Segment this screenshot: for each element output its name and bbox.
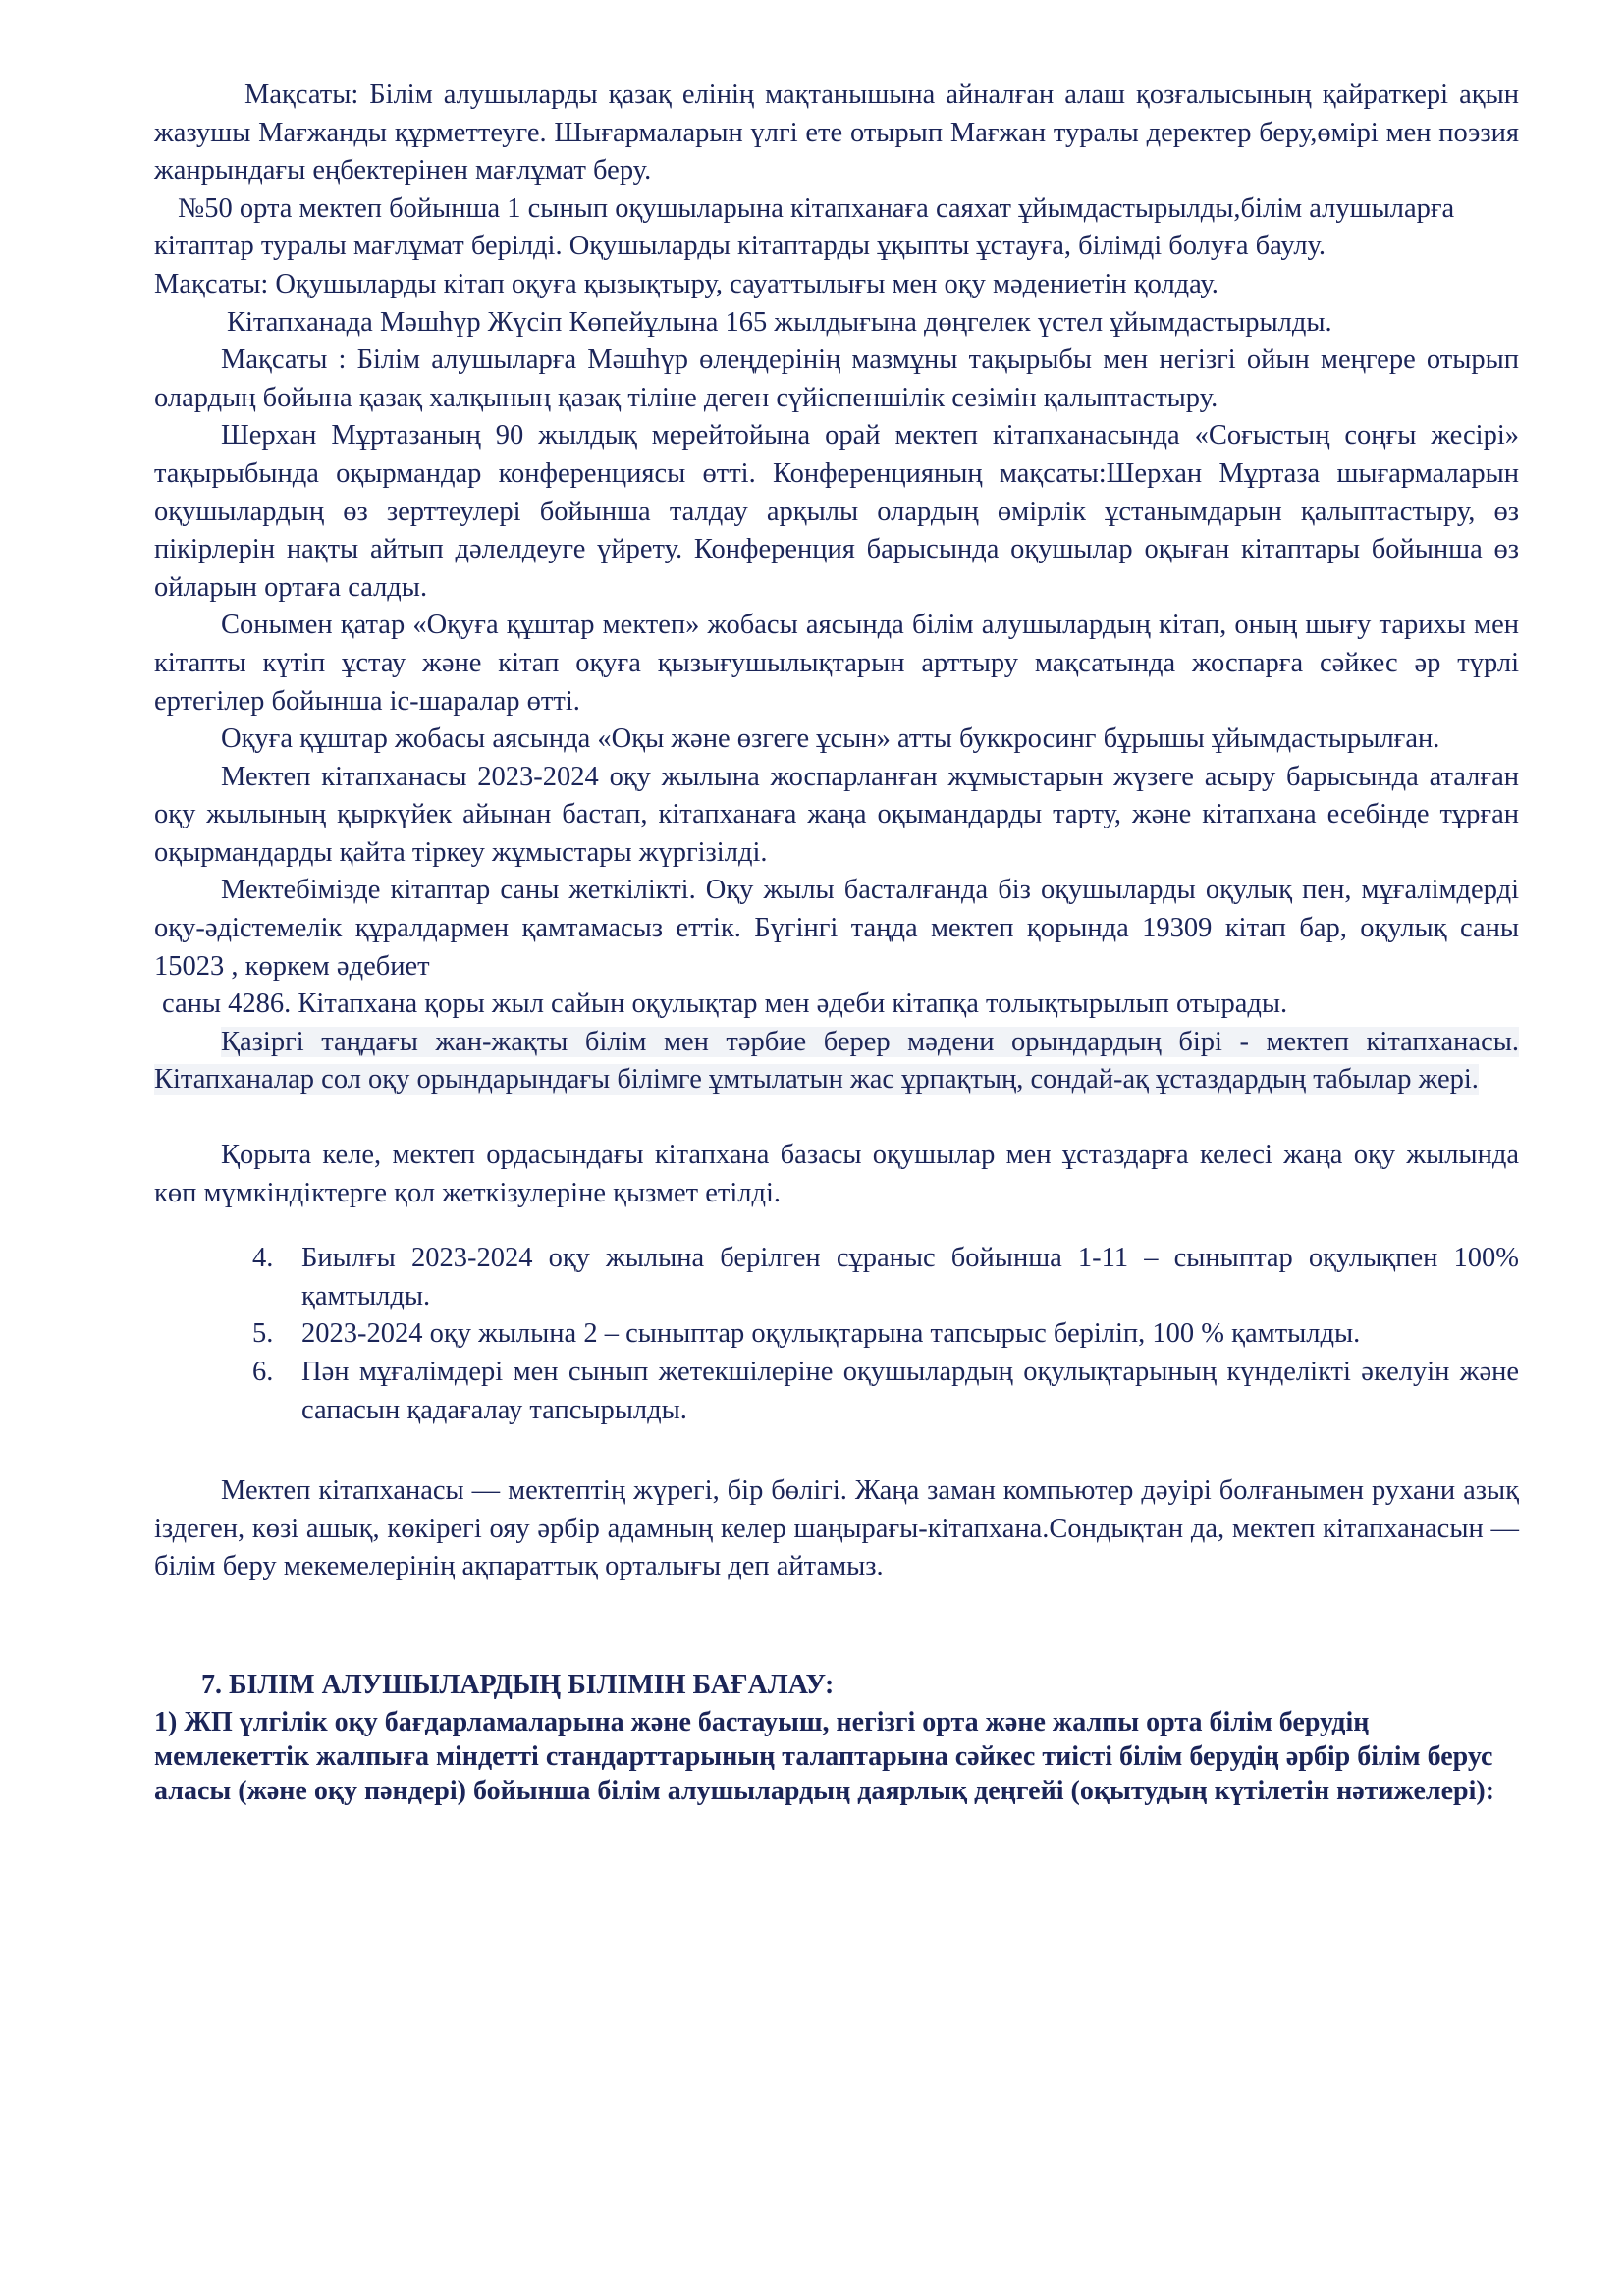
list-item bbox=[154, 1315, 1519, 1354]
list-item bbox=[154, 1240, 1519, 1315]
section-subheading: 1) ЖП үлгілік оқу бағдарламаларына және бастауыш, негізгі орта және жалпы орта білім берудің мемлекеттік жалпыға міндетті стандарттарының талаптарына сәйкес тиісті білім берудің әрбір білім берус аласы (және оқу пәндері) бойынша білім алушылардың даярлық деңгейі (оқытудың күтілетін нәтижелері): bbox=[154, 1706, 1495, 1806]
paragraph-book-stock: Мектебімізде кітаптар саны жеткілікті. Оқу жылы басталғанда біз оқушыларды оқулық пен, мұғалімдерді оқу-әдістемелік құралдармен қамтамасыз еттік. Бүгінгі таңда мектеп қорында 19309 кітап бар, оқулық саны 15023 , көркем әдебиет bbox=[154, 875, 1519, 982]
document-page bbox=[154, 77, 1519, 1808]
highlighted-text: Қазіргі таңдағы жан-жақты білім мен тәрбие берер мәдени орындардың бірі - мектеп кітапханасы. Кітапханалар сол оқу орындарындағы білімге ұмтылатын жас ұрпақтың, сондай-ақ ұстаздардың табылар жері. bbox=[154, 1026, 1519, 1095]
paragraph-sherkhan-conference: Шерхан Мұртазаның 90 жылдық мерейтойына орай мектеп кітапханасында «Соғыстың соңғы жесірі» тақырыбында оқырмандар конференциясы өтті. Конференцияның мақсаты:Шерхан Мұртаза шығармаларын оқушылардың өз зерттеулері бойынша талдау арқылы олардың өмірлік ұстанымдарын қалыптастыру, өз пікірлерін нақты айтып дәлелдеуге үйрету. Конференция барысында оқушылар оқыған кітаптары бойынша өз ойларын ортаға салды. bbox=[154, 420, 1519, 603]
list-item-text: Пән мұғалімдері мен сынып жетекшілеріне оқушылардың оқулықтарының күнделікті әкелуін және сапасын қадағалау тапсырылды. bbox=[301, 1357, 1519, 1425]
paragraph-magzhan-goal: Мақсаты: Білім алушыларды қазақ елінің мақтанышына айналған алаш қозғалысының қайраткері ақын жазушы Мағжанды құрметтеуге. Шығармаларын үлгі ете отырып Мағжан туралы деректер беру,өмірі мен поэзия жанрындағы еңбектерінен мағлұмат беру. bbox=[154, 80, 1519, 187]
paragraph-bookcrossing: Оқуға құштар жобасы аясында «Оқы және өзгеге ұсын» атты буккросинг бұрышы ұйымдастырылған. bbox=[221, 723, 1440, 755]
spacer bbox=[154, 1212, 1519, 1240]
section-heading: 7. БІЛІМ АЛУШЫЛАРДЫҢ БІЛІМІН БАҒАЛАУ: bbox=[201, 1669, 835, 1700]
list-number: 6. bbox=[252, 1357, 274, 1387]
paragraph-library-plan: Мектеп кітапханасы 2023-2024 оқу жылына жоспарланған жұмыстарын жүзеге асыру барысында аталған оқу жылының қыркүйек айынан бастап, кітапханаға жаңа оқымандарды тарту, және кітапхана есебінде тұрған оқырмандарды қайта тіркеу жұмыстары жүргізілді. bbox=[154, 761, 1519, 868]
task-list bbox=[154, 1240, 1519, 1429]
list-number: 5. bbox=[252, 1318, 274, 1350]
spacer bbox=[154, 1099, 1519, 1137]
list-item bbox=[154, 1354, 1519, 1429]
paragraph-mashhur-goal: Мақсаты : Білім алушыларға Мәшһүр өлеңдерінің мазмұны тақырыбы мен негізгі ойын меңгере отырып олардың бойына қазақ халқының қазақ тіліне деген сүйіспеншілік сезімін қалыптастыру. bbox=[154, 345, 1519, 413]
spacer bbox=[154, 1429, 1519, 1472]
paragraph-conclusion: Қорыта келе, мектеп ордасындағы кітапхана базасы оқушылар мен ұстаздарға келесі жаңа оқу жылында көп мүмкіндіктерге қол жеткізулеріне қызмет етілді. bbox=[154, 1140, 1519, 1208]
paragraph-library-role bbox=[154, 1024, 1519, 1099]
paragraph-library-heart: Мектеп кітапханасы — мектептің жүрегі, бір бөлігі. Жаңа заман компьютер дәуірі болғанымен рухани азық іздеген, көзі ашық, көкірегі ояу әрбір адамның келер шаңырағы-кітапхана.Сондықтан да, мектеп кітапханасын — білім беру мекемелерінің ақпараттық орталығы деп айтамыз. bbox=[154, 1475, 1519, 1582]
list-item-text: 2023-2024 оқу жылына 2 – сыныптар оқулықтарына тапсырыс беріліп, 100 % қамтылды. bbox=[301, 1318, 1361, 1350]
paragraph-reading-goal: Мақсаты: Оқушыларды кітап оқуға қызықтыру, сауаттылығы мен оқу мәдениетін қолдау. bbox=[154, 268, 1218, 299]
paragraph-library-excursion: №50 орта мектеп бойынша 1 сынып оқушыларына кітапханаға саяхат ұйымдастырылды,білім алушыларға кітаптар туралы мағлұмат берілді. Оқушыларды кітаптарды ұқыпты ұстауға, білімді болуға баулу. bbox=[154, 192, 1455, 262]
spacer bbox=[154, 1586, 1519, 1667]
paragraph-book-stock-cont: саны 4286. Кітапхана қоры жыл сайын оқулықтар мен әдеби кітапқа толықтырылып отырады. bbox=[162, 988, 1288, 1020]
list-number: 4. bbox=[252, 1243, 274, 1274]
list-item-text: Биылғы 2023-2024 оқу жылына берілген сұраныс бойынша 1-11 – сыныптар оқулықпен 100% қамтылды. bbox=[301, 1243, 1519, 1311]
paragraph-reading-school-project: Сонымен қатар «Оқуға құштар мектеп» жобасы аясында білім алушылардың кітап, оның шығу тарихы мен кітапты күтіп ұстау және кітап оқуға қызығушылықтарын арттыру мақсатында жоспарға сәйкес әр түрлі ертегілер бойынша іс-шаралар өтті. bbox=[154, 610, 1519, 717]
paragraph-mashhur-roundtable: Кітапханада Мәшһүр Жүсіп Көпейұлына 165 жылдығына дөңгелек үстел ұйымдастырылды. bbox=[227, 306, 1332, 338]
